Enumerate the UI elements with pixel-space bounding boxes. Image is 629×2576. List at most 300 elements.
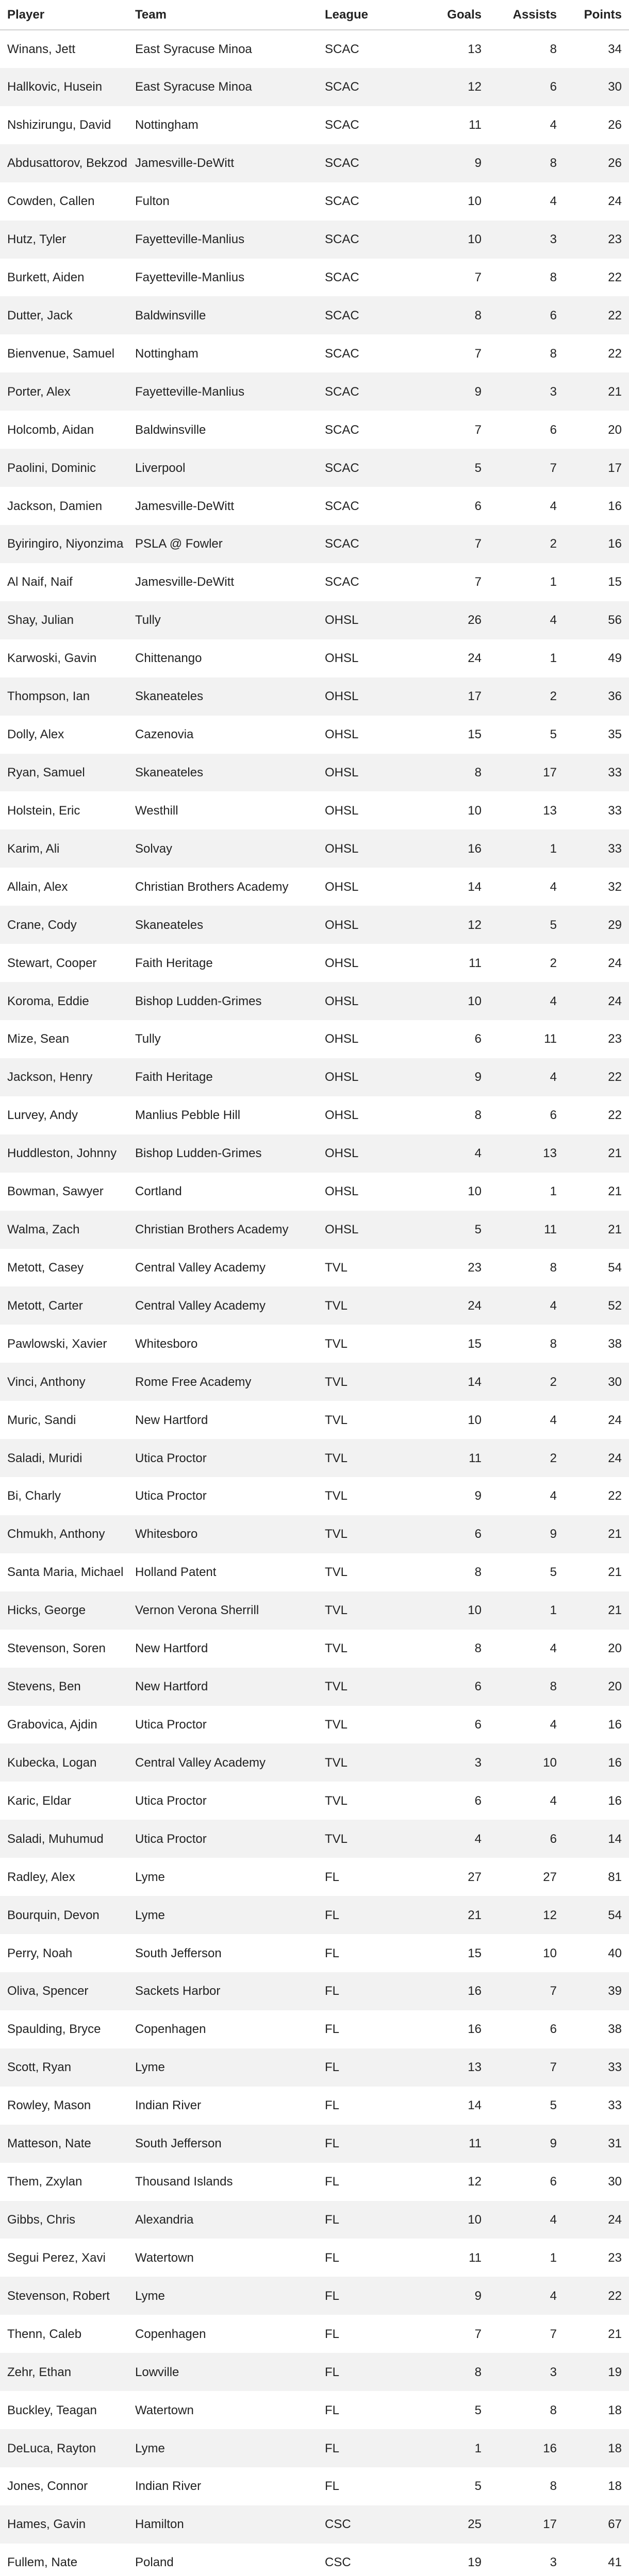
league-cell: FL	[325, 2353, 423, 2391]
team-cell: Alexandria	[135, 2201, 325, 2239]
goals-cell: 15	[468, 727, 482, 742]
assists-cell: 6	[550, 1108, 557, 1123]
team-cell: Watertown	[135, 2250, 194, 2265]
player-cell: DeLuca, Rayton	[0, 2429, 135, 2467]
league-cell: SCAC	[325, 499, 359, 513]
table-row	[0, 563, 629, 601]
table-row	[0, 982, 629, 1020]
team-cell: Cazenovia	[135, 727, 194, 742]
player-cell: Mize, Sean	[7, 1032, 70, 1046]
player-cell: Thompson, Ian	[0, 677, 135, 716]
assists-cell: 5	[550, 2098, 557, 2113]
assists-cell: 4	[501, 982, 557, 1020]
points-cell: 24	[557, 2201, 629, 2239]
spacer-cell	[482, 2277, 501, 2315]
spacer-cell	[482, 1020, 501, 1058]
spacer-cell	[482, 829, 501, 868]
table-row	[0, 2353, 629, 2391]
goals-cell: 6	[423, 1515, 482, 1553]
league-cell: FL	[325, 2403, 340, 2417]
team-cell: Utica Proctor	[135, 1439, 325, 1477]
goals-cell: 9	[474, 1489, 482, 1503]
points-cell: 67	[557, 2505, 629, 2544]
team-cell: Whitesboro	[135, 1515, 325, 1553]
goals-cell: 16	[423, 829, 482, 868]
goals-cell: 11	[469, 2250, 482, 2265]
league-cell: SCAC	[325, 194, 359, 209]
league-cell: FL	[325, 1972, 423, 2010]
spacer-cell	[482, 1553, 501, 1591]
league-cell: SCAC	[325, 118, 359, 132]
player-cell: Crane, Cody	[0, 906, 135, 944]
league-cell: OHSL	[325, 803, 359, 818]
goals-cell: 7	[474, 575, 482, 589]
team-cell: Central Valley Academy	[135, 1286, 325, 1325]
table-row	[0, 182, 629, 221]
spacer-cell	[482, 1743, 501, 1782]
table-row	[0, 791, 629, 829]
team-cell: Watertown	[135, 2403, 194, 2417]
table-row	[0, 1668, 629, 1706]
points-cell: 22	[557, 296, 629, 334]
spacer-cell	[482, 1782, 501, 1820]
player-cell: Shay, Julian	[0, 601, 135, 639]
spacer-cell	[482, 791, 501, 829]
league-cell: OHSL	[325, 1108, 359, 1123]
player-cell: Burkett, Aiden	[7, 270, 85, 284]
points-cell: 23	[557, 221, 629, 259]
points-cell: 24	[608, 194, 622, 209]
table-row	[0, 1858, 629, 1896]
points-cell: 18	[608, 2479, 622, 2494]
team-cell: New Hartford	[135, 1668, 325, 1706]
team-cell: Lyme	[135, 2048, 325, 2087]
points-cell: 38	[608, 1336, 622, 1351]
assists-cell: 4	[550, 1489, 557, 1503]
points-cell: 21	[608, 1184, 622, 1199]
assists-cell: 10	[501, 1743, 557, 1782]
assists-cell: 5	[550, 1565, 557, 1580]
league-cell: SCAC	[325, 296, 423, 334]
assists-cell: 13	[543, 803, 557, 818]
goals-cell: 1	[423, 2429, 482, 2467]
league-cell: FL	[325, 1896, 423, 1934]
league-cell: FL	[325, 1870, 340, 1884]
table-row	[0, 1439, 629, 1477]
assists-cell: 7	[501, 2048, 557, 2087]
spacer-cell	[482, 1972, 501, 2010]
points-cell: 18	[608, 2403, 622, 2417]
player-cell: Kubecka, Logan	[0, 1743, 135, 1782]
player-cell: Segui Perez, Xavi	[7, 2250, 106, 2265]
table-row	[0, 1286, 629, 1325]
league-cell: FL	[325, 2125, 423, 2163]
points-cell: 29	[557, 906, 629, 944]
team-cell: Rome Free Academy	[135, 1363, 325, 1401]
player-cell: Karim, Ali	[0, 829, 135, 868]
team-cell: Manlius Pebble Hill	[135, 1108, 241, 1123]
player-cell: Pawlowski, Xavier	[7, 1336, 107, 1351]
assists-cell: 4	[501, 2277, 557, 2315]
league-cell: SCAC	[325, 449, 423, 487]
player-cell: Buckley, Teagan	[7, 2403, 97, 2417]
team-cell: Lowville	[135, 2353, 325, 2391]
player-cell: Ryan, Samuel	[0, 754, 135, 792]
table-row	[0, 296, 629, 334]
assists-cell: 5	[501, 906, 557, 944]
spacer-cell	[482, 182, 501, 221]
league-cell: OHSL	[325, 1184, 359, 1199]
spacer-cell	[482, 1286, 501, 1325]
team-cell: Nottingham	[135, 118, 198, 132]
team-cell: Jamesville-DeWitt	[135, 575, 235, 589]
spacer-cell	[482, 906, 501, 944]
player-cell: Hutz, Tyler	[0, 221, 135, 259]
goals-cell: 24	[468, 651, 482, 666]
points-cell: 23	[608, 2250, 622, 2265]
table-row	[0, 372, 629, 411]
league-cell: SCAC	[325, 575, 359, 589]
assists-cell: 27	[543, 1870, 557, 1884]
table-row	[0, 30, 629, 68]
team-cell: Solvay	[135, 829, 325, 868]
league-cell: TVL	[325, 1743, 423, 1782]
team-cell: Central Valley Academy	[135, 1260, 266, 1275]
player-cell: Stevenson, Soren	[7, 1641, 106, 1656]
assists-cell: 9	[501, 1515, 557, 1553]
player-cell: Radley, Alex	[7, 1870, 75, 1884]
team-cell: Nottingham	[135, 346, 198, 361]
goals-cell: 7	[474, 422, 482, 437]
player-cell: Allain, Alex	[7, 879, 68, 894]
league-cell: CSC	[325, 2505, 423, 2544]
spacer-cell	[482, 1477, 501, 1515]
spacer-cell	[482, 2391, 501, 2429]
goals-cell: 10	[468, 194, 482, 209]
goals-cell: 24	[423, 1286, 482, 1325]
assists-cell: 6	[501, 296, 557, 334]
player-cell: Gibbs, Chris	[0, 2201, 135, 2239]
player-cell: Lurvey, Andy	[7, 1108, 78, 1123]
assists-cell: 8	[550, 2479, 557, 2494]
assists-cell: 7	[501, 1972, 557, 2010]
goals-cell: 3	[423, 1743, 482, 1782]
player-cell: Metott, Carter	[0, 1286, 135, 1325]
goals-cell: 16	[468, 2022, 482, 2037]
team-cell: New Hartford	[135, 1641, 208, 1656]
goals-cell: 10	[423, 982, 482, 1020]
spacer-cell	[482, 525, 501, 563]
points-cell: 26	[608, 118, 622, 132]
player-cell: Paolini, Dominic	[0, 449, 135, 487]
spacer-cell	[482, 1401, 501, 1439]
player-cell: Al Naif, Naif	[7, 575, 73, 589]
spacer-cell	[482, 2201, 501, 2239]
spacer-cell	[482, 449, 501, 487]
assists-cell: 9	[501, 2125, 557, 2163]
assists-cell: 17	[501, 2505, 557, 2544]
goals-cell: 11	[469, 118, 482, 132]
column-header-goals[interactable]: Goals	[423, 0, 482, 30]
points-cell: 21	[557, 1591, 629, 1630]
player-cell: Metott, Casey	[7, 1260, 84, 1275]
points-cell: 22	[608, 1108, 622, 1123]
column-header-points[interactable]: Points	[557, 0, 629, 30]
league-cell: FL	[325, 2429, 423, 2467]
points-cell: 35	[608, 727, 622, 742]
player-cell: Stevenson, Robert	[0, 2277, 135, 2315]
spacer-cell	[482, 2353, 501, 2391]
team-cell: Vernon Verona Sherrill	[135, 1591, 325, 1630]
points-cell: 54	[557, 1896, 629, 1934]
assists-cell: 3	[501, 2353, 557, 2391]
player-cell: Saladi, Muhumud	[0, 1820, 135, 1858]
league-cell: SCAC	[325, 270, 359, 284]
league-cell: TVL	[325, 1336, 348, 1351]
table-row	[0, 1477, 629, 1515]
league-cell: TVL	[325, 1439, 423, 1477]
league-cell: SCAC	[325, 68, 423, 106]
assists-cell: 8	[550, 270, 557, 284]
points-cell: 41	[608, 2555, 622, 2570]
points-cell: 21	[557, 1134, 629, 1173]
goals-cell: 11	[423, 2125, 482, 2163]
spacer-cell	[482, 1668, 501, 1706]
table-row	[0, 106, 629, 144]
player-cell: Stevens, Ben	[0, 1668, 135, 1706]
player-cell: Hames, Gavin	[0, 2505, 135, 2544]
goals-cell: 25	[423, 2505, 482, 2544]
points-cell: 40	[608, 1946, 622, 1960]
spacer-cell	[482, 2010, 501, 2048]
team-cell: Cortland	[135, 1184, 182, 1199]
goals-cell: 6	[423, 1668, 482, 1706]
assists-cell: 4	[550, 879, 557, 894]
league-cell: TVL	[325, 1591, 423, 1630]
points-cell: 16	[557, 525, 629, 563]
assists-cell: 1	[501, 1591, 557, 1630]
goals-cell: 21	[423, 1896, 482, 1934]
points-cell: 16	[608, 1718, 622, 1732]
goals-cell: 9	[423, 372, 482, 411]
spacer-cell	[482, 2239, 501, 2277]
assists-cell: 4	[550, 1718, 557, 1732]
assists-cell: 8	[501, 144, 557, 182]
league-cell: TVL	[325, 1668, 423, 1706]
table-row	[0, 259, 629, 297]
table-row	[0, 906, 629, 944]
table-row	[0, 1325, 629, 1363]
table-row	[0, 1058, 629, 1096]
spacer-cell	[482, 1134, 501, 1173]
league-cell: OHSL	[325, 1211, 423, 1249]
player-cell: Perry, Noah	[7, 1946, 73, 1960]
points-cell: 30	[557, 1363, 629, 1401]
points-cell: 26	[557, 144, 629, 182]
assists-cell: 1	[501, 829, 557, 868]
table-row	[0, 1934, 629, 1972]
table-row	[0, 334, 629, 372]
points-cell: 14	[557, 1820, 629, 1858]
assists-cell: 8	[550, 42, 557, 56]
team-cell: Skaneateles	[135, 677, 325, 716]
goals-cell: 8	[474, 1565, 482, 1580]
league-cell: OHSL	[325, 601, 423, 639]
points-cell: 30	[557, 68, 629, 106]
goals-cell: 26	[423, 601, 482, 639]
spacer-cell	[482, 2125, 501, 2163]
table-row	[0, 2277, 629, 2315]
table-row	[0, 601, 629, 639]
table-row	[0, 1249, 629, 1287]
team-cell: South Jefferson	[135, 1946, 222, 1960]
league-cell: TVL	[325, 1413, 348, 1427]
spacer-cell	[482, 2048, 501, 2087]
goals-cell: 13	[423, 2048, 482, 2087]
league-cell: TVL	[325, 1260, 348, 1275]
points-cell: 56	[557, 601, 629, 639]
league-cell: OHSL	[325, 956, 359, 970]
points-cell: 39	[557, 1972, 629, 2010]
points-cell: 22	[557, 1058, 629, 1096]
table-row	[0, 1591, 629, 1630]
spacer-cell	[482, 1515, 501, 1553]
goals-cell: 12	[423, 68, 482, 106]
table-row	[0, 1706, 629, 1744]
player-cell: Muric, Sandi	[7, 1413, 76, 1427]
assists-cell: 16	[501, 2429, 557, 2467]
league-cell: OHSL	[325, 879, 359, 894]
team-cell: Lyme	[135, 1870, 165, 1884]
column-header-team[interactable]: Team	[135, 0, 325, 30]
table-row	[0, 639, 629, 677]
table-row	[0, 144, 629, 182]
spacer-cell	[482, 1630, 501, 1668]
goals-cell: 23	[468, 1260, 482, 1275]
team-cell: East Syracuse Minoa	[135, 42, 252, 56]
team-cell: Faith Heritage	[135, 1058, 325, 1096]
assists-cell: 4	[550, 1413, 557, 1427]
goals-cell: 17	[423, 677, 482, 716]
player-cell: Scott, Ryan	[0, 2048, 135, 2087]
table-row	[0, 2239, 629, 2277]
team-cell: Fulton	[135, 194, 170, 209]
assists-cell: 3	[550, 2555, 557, 2570]
points-cell: 22	[608, 1489, 622, 1503]
table-row	[0, 1401, 629, 1439]
assists-cell: 4	[550, 194, 557, 209]
column-spacer	[482, 0, 501, 30]
points-cell: 17	[557, 449, 629, 487]
spacer-cell	[482, 1820, 501, 1858]
league-cell: OHSL	[325, 906, 423, 944]
player-cell: Bienvenue, Samuel	[7, 346, 115, 361]
spacer-cell	[482, 259, 501, 297]
team-cell: Jamesville-DeWitt	[135, 144, 325, 182]
player-cell: Winans, Jett	[7, 42, 76, 56]
goals-cell: 14	[468, 2098, 482, 2113]
team-cell: Lyme	[135, 2429, 325, 2467]
assists-cell: 17	[501, 754, 557, 792]
team-cell: Skaneateles	[135, 906, 325, 944]
points-cell: 34	[608, 42, 622, 56]
league-cell: TVL	[325, 1515, 423, 1553]
table-row	[0, 1096, 629, 1134]
player-cell: Stewart, Cooper	[7, 956, 97, 970]
team-cell: Fayetteville-Manlius	[135, 221, 325, 259]
team-cell: Faith Heritage	[135, 956, 213, 970]
team-cell: Tully	[135, 601, 325, 639]
spacer-cell	[482, 106, 501, 144]
points-cell: 54	[608, 1260, 622, 1275]
team-cell: Whitesboro	[135, 1336, 198, 1351]
table-row	[0, 677, 629, 716]
table-row	[0, 525, 629, 563]
player-cell: Santa Maria, Michael	[7, 1565, 124, 1580]
points-cell: 20	[557, 1668, 629, 1706]
column-header-assists[interactable]: Assists	[501, 0, 557, 30]
table-row	[0, 2048, 629, 2087]
assists-cell: 3	[501, 372, 557, 411]
team-cell: Indian River	[135, 2479, 202, 2494]
table-row	[0, 829, 629, 868]
spacer-cell	[482, 1173, 501, 1211]
player-cell: Bourquin, Devon	[0, 1896, 135, 1934]
assists-cell: 4	[550, 118, 557, 132]
assists-cell: 12	[501, 1896, 557, 1934]
team-cell: South Jefferson	[135, 2125, 325, 2163]
points-cell: 24	[608, 956, 622, 970]
goals-cell: 12	[423, 906, 482, 944]
player-cell: Byiringiro, Niyonzima	[0, 525, 135, 563]
team-cell: Utica Proctor	[135, 1489, 207, 1503]
spacer-cell	[482, 1439, 501, 1477]
league-cell: TVL	[325, 1820, 423, 1858]
assists-cell: 4	[550, 499, 557, 513]
table-row	[0, 487, 629, 525]
table-row	[0, 1782, 629, 1820]
assists-cell: 1	[550, 575, 557, 589]
goals-cell: 7	[474, 346, 482, 361]
player-cell: Huddleston, Johnny	[0, 1134, 135, 1173]
goals-cell: 10	[468, 1413, 482, 1427]
points-cell: 20	[608, 1641, 622, 1656]
assists-cell: 3	[501, 221, 557, 259]
team-cell: Central Valley Academy	[135, 1743, 325, 1782]
league-cell: OHSL	[325, 727, 359, 742]
team-cell: East Syracuse Minoa	[135, 68, 325, 106]
goals-cell: 6	[474, 1793, 482, 1808]
goals-cell: 8	[474, 1641, 482, 1656]
column-header-league[interactable]: League	[325, 0, 423, 30]
table-header-row	[0, 0, 629, 30]
column-header-player[interactable]: Player	[0, 0, 135, 30]
spacer-cell	[482, 221, 501, 259]
spacer-cell	[482, 487, 501, 525]
assists-cell: 4	[501, 1058, 557, 1096]
table-row	[0, 2391, 629, 2429]
team-cell: Bishop Ludden-Grimes	[135, 1134, 325, 1173]
spacer-cell	[482, 1591, 501, 1630]
table-row	[0, 68, 629, 106]
player-cell: Walma, Zach	[0, 1211, 135, 1249]
player-cell: Porter, Alex	[0, 372, 135, 411]
table-row	[0, 868, 629, 906]
league-cell: TVL	[325, 1565, 348, 1580]
assists-cell: 4	[501, 601, 557, 639]
league-cell: TVL	[325, 1793, 348, 1808]
spacer-cell	[482, 1325, 501, 1363]
